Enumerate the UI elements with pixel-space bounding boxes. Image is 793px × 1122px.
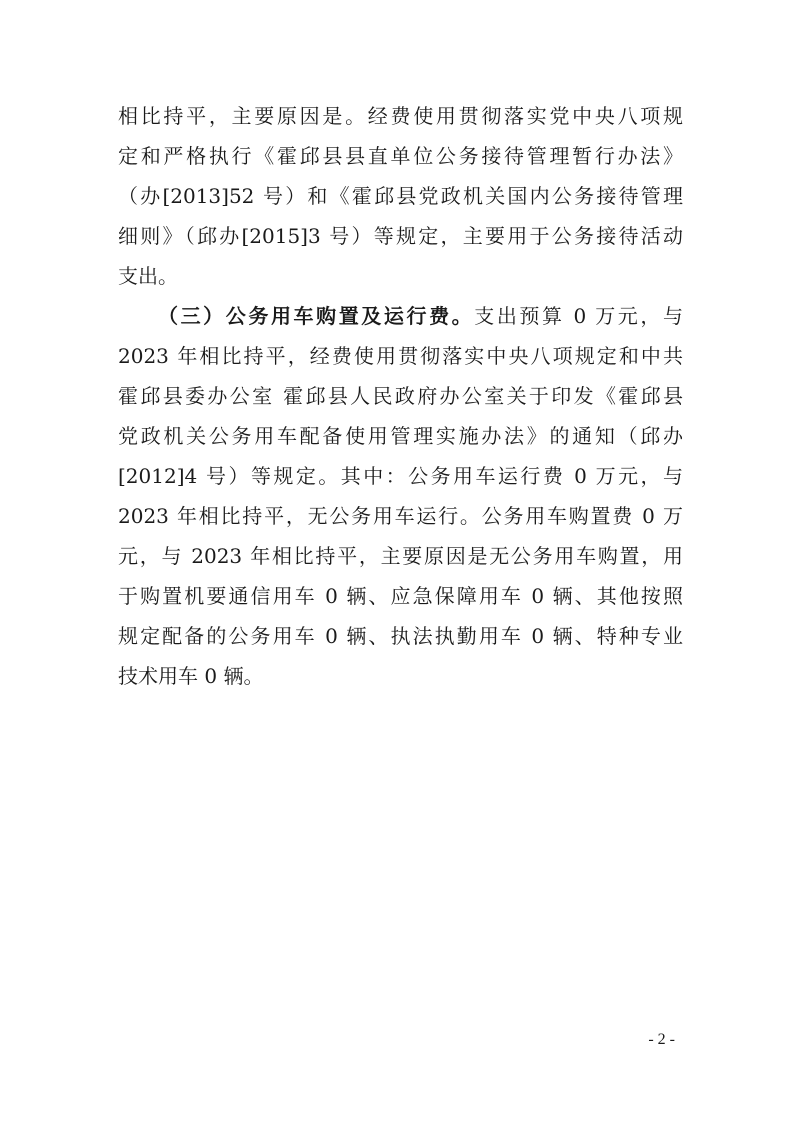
paragraph-line: 霍邱县委办公室 霍邱县人民政府办公室关于印发《霍邱县 (118, 384, 683, 408)
paragraph-line: [2012]4 号）等规定。其中：公务用车运行费 0 万元，与 (118, 464, 683, 488)
paragraph-text: 支出预算 0 万元，与 (474, 304, 683, 328)
section-heading-line (118, 296, 683, 336)
paragraph-line: 支出。 (118, 264, 178, 288)
paragraph-line: 规定配备的公务用车 0 辆、执法执勤用车 0 辆、特种专业 (118, 624, 683, 648)
section-heading: （三）公务用车购置及运行费。 (158, 304, 475, 328)
paragraph-line: 于购置机要通信用车 0 辆、应急保障用车 0 辆、其他按照 (118, 584, 683, 608)
paragraph-line: 2023 年相比持平，经费使用贯彻落实中央八项规定和中共 (118, 344, 683, 368)
paragraph-line: 定和严格执行《霍邱县县直单位公务接待管理暂行办法》 (118, 144, 683, 168)
paragraph-line: 技术用车 0 辆。 (118, 664, 264, 688)
paragraph-line: 党政机关公务用车配备使用管理实施办法》的通知（邱办 (118, 424, 683, 448)
paragraph-line: （办[2013]52 号）和《霍邱县党政机关国内公务接待管理 (118, 184, 683, 208)
page-number: - 2 - (648, 1031, 675, 1048)
paragraph-line: 2023 年相比持平，无公务用车运行。公务用车购置费 0 万 (118, 504, 683, 528)
paragraph-line: 细则》（邱办[2015]3 号）等规定，主要用于公务接待活动 (118, 224, 683, 248)
paragraph-line: 相比持平，主要原因是。经费使用贯彻落实党中央八项规 (118, 104, 683, 128)
body-text (118, 96, 683, 696)
paragraph-line: 元，与 2023 年相比持平，主要原因是无公务用车购置，用 (118, 544, 683, 568)
